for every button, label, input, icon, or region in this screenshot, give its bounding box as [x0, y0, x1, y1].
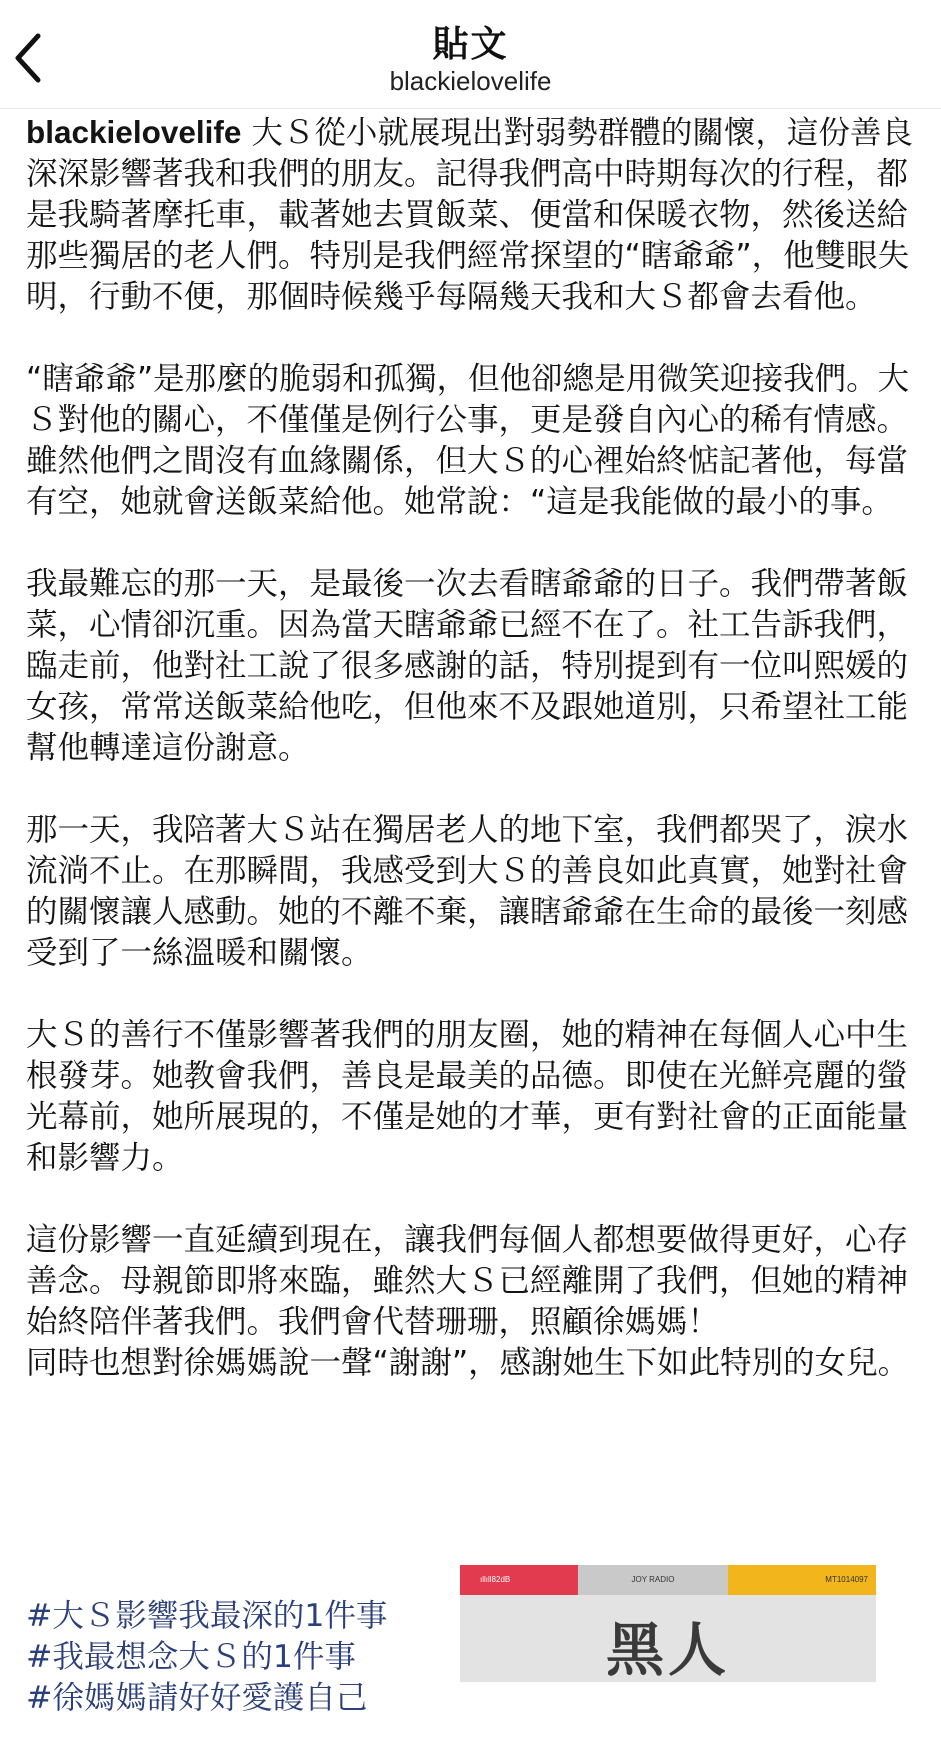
caption-text-1: 大Ｓ從小就展現出對弱勢群體的關懷，這份善良深深影響著我和我們的朋友。記得我們高中時期每次的行程，都是我騎著摩托車，載著她去買飯菜、便當和保暖衣物，然後送給那些獨居的老人們。特別是我們經常探望的“瞎爺爺”，他雙眼失明，行動不便，那個時候幾乎每隔幾天我和大Ｓ都會去看他。 — [26, 115, 913, 315]
caption-paragraph-1 — [26, 112, 916, 318]
caption-username[interactable]: blackielovelife — [26, 114, 242, 150]
hashtag-link[interactable]: #我最想念大Ｓ的1件事 — [26, 1639, 356, 1675]
caption-paragraph-3: 我最難忘的那一天，是最後一次去看瞎爺爺的日子。我們帶著飯菜，心情卻沉重。因為當天瞎爺爺已經不在了。社工告訴我們，臨走前，他對社工說了很多感謝的話，特別提到有一位叫熙媛的女孩，常常送飯菜給他吃，但他來不及跟她道別，只希望社工能幫他轉達這份謝意。 — [26, 566, 909, 766]
top-bar — [0, 0, 941, 109]
banner-name-text: 黑人 — [605, 1616, 730, 1682]
post-caption — [26, 112, 916, 1384]
caption-paragraph-6: 這份影響一直延續到現在，讓我們每個人都想要做得更好，心存善念。母親節即將來臨，雖然大Ｓ已經離開了我們，但她的精神始終陪伴著我們。我們會代替珊珊，照顧徐媽媽！ — [26, 1222, 909, 1340]
page-subtitle-username[interactable]: blackielovelife — [389, 66, 552, 96]
caption-paragraph-5: 大Ｓ的善行不僅影響著我們的朋友圈，她的精神在每個人心中生根發芽。她教會我們，善良是最美的品德。即使在光鮮亮麗的螢光幕前，她所展現的，不僅是她的才華，更有對社會的正面能量和影響力。 — [26, 1017, 909, 1176]
hashtag-link[interactable]: #徐媽媽請好好愛護自己 — [26, 1680, 368, 1716]
radio-name-card-image — [460, 1565, 876, 1682]
caption-paragraph-4: 那一天，我陪著大Ｓ站在獨居老人的地下室，我們都哭了，淚水流淌不止。在那瞬間，我感受到大Ｓ的善良如此真實，她對社會的關懷讓人感動。她的不離不棄，讓瞎爺爺在生命的最後一刻感受到了一絲溫暖和關懷。 — [26, 812, 909, 971]
hashtag-list — [26, 1596, 387, 1719]
banner-strip-grey: JOY RADIO — [578, 1565, 728, 1595]
caption-paragraph-7: 同時也想對徐媽媽說一聲“謝謝”，感謝她生下如此特別的女兒。 — [26, 1345, 910, 1381]
banner-strip-yellow: MT1014097 — [728, 1565, 876, 1595]
hashtag-link[interactable]: #大Ｓ影響我最深的1件事 — [26, 1598, 388, 1634]
page-title: 貼文 — [432, 24, 509, 65]
caption-paragraph-2: “瞎爺爺”是那麼的脆弱和孤獨，但他卻總是用微笑迎接我們。大Ｓ對他的關心，不僅僅是例行公事，更是發自內心的稀有情感。雖然他們之間沒有血緣關係，但大Ｓ的心裡始終惦記著他，每當有空，她就會送飯菜給他。她常說：“這是我能做的最小的事。 — [26, 361, 910, 520]
banner-color-strip — [460, 1565, 876, 1595]
banner-strip-red: ıllıll82dB — [460, 1565, 578, 1595]
